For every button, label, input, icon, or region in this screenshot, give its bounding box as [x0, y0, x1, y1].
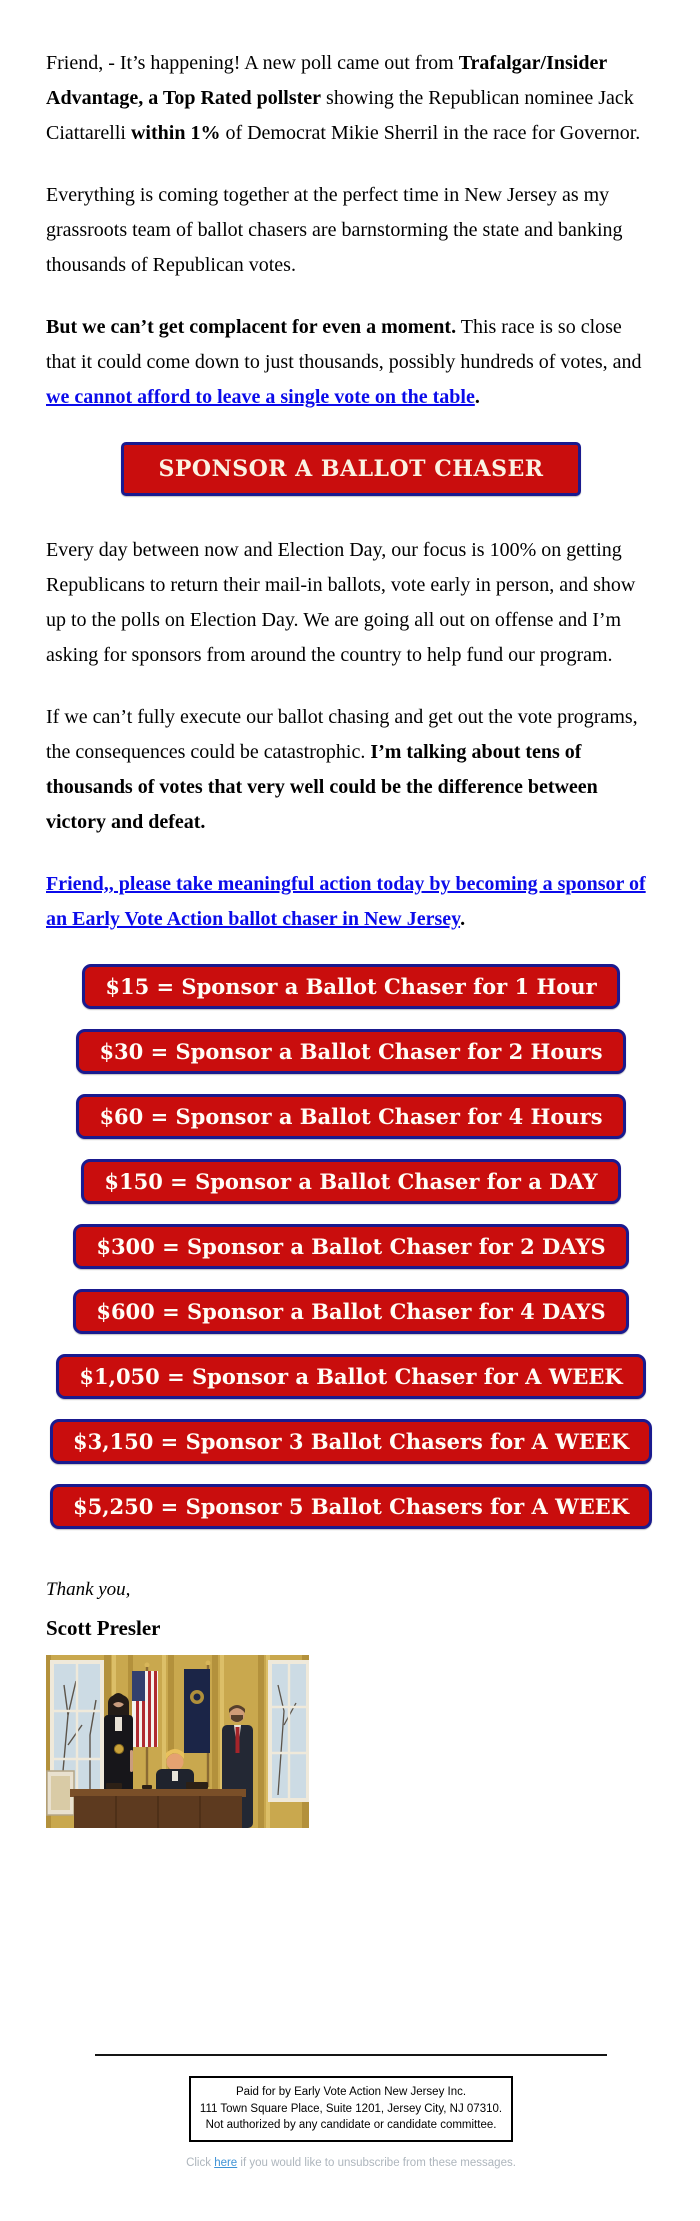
text: Friend, - It’s happening! A new poll came out from: [46, 52, 459, 74]
donation-button-1[interactable]: $15 = Sponsor a Ballot Chaser for 1 Hour: [82, 964, 619, 1009]
signature-closing: Thank you,: [46, 1579, 131, 1600]
bottom-spacer: [46, 1828, 656, 2054]
bold-text: .: [460, 908, 466, 930]
footer-divider: [95, 2054, 607, 2056]
donation-button-3[interactable]: $60 = Sponsor a Ballot Chaser for 4 Hours: [76, 1094, 625, 1139]
bold-text: I’m talking about tens of thousands of votes that very well could be the difference between victory and defeat.: [46, 741, 598, 833]
paragraph-complacent: [46, 310, 656, 415]
text: of Democrat Mikie Sherril in the race for Governor.: [220, 122, 641, 144]
paragraph-consequences: [46, 700, 656, 840]
disclaimer-line: Paid for by Early Vote Action New Jersey Inc.: [235, 2086, 467, 2098]
donation-button-5[interactable]: $300 = Sponsor a Ballot Chaser for 2 DAYS: [73, 1224, 628, 1269]
bold-text: .: [474, 386, 480, 408]
disclaimer-line: Not authorized by any candidate or candidate committee.: [205, 2119, 497, 2132]
text: Every day between now and Election Day, our focus is 100% on getting Republicans to return their mail-in ballots, vote early in person, and show up to the polls on Election Day. We are going all out on offense and I’m asking for sponsors from around the country to help fund our program.: [46, 539, 636, 666]
text: Everything is coming together at the perfect time in New Jersey as my grassroots team of ballot chasers are barnstorming the state and banking thousands of Republican votes.: [46, 184, 623, 276]
unsubscribe-text-pre: Click: [186, 2157, 215, 2170]
paid-for-disclaimer: [189, 2076, 513, 2142]
text: showing the Republican nominee Jack Ciattarelli: [46, 87, 634, 144]
signature-name: Scott Presler: [46, 1616, 161, 1640]
cta-container: [46, 442, 656, 496]
oval-office-photo-graphic: [46, 1655, 309, 1828]
unsubscribe-text-post: if you would like to unsubscribe from these messages.: [237, 2157, 516, 2170]
donation-button-8[interactable]: $3,150 = Sponsor 3 Ballot Chasers for A WEEK: [50, 1419, 652, 1464]
donation-button-9[interactable]: $5,250 = Sponsor 5 Ballot Chasers for A WEEK: [50, 1484, 652, 1529]
inline-link[interactable]: we cannot afford to leave a single vote on the table: [46, 386, 475, 408]
oval-office-photo: [46, 1655, 309, 1828]
inline-link[interactable]: Friend,, please take meaningful action today by becoming a sponsor of an Early Vote Action ballot chaser in New Jersey: [46, 873, 646, 930]
donation-button-2[interactable]: $30 = Sponsor a Ballot Chaser for 2 Hours: [76, 1029, 625, 1074]
sponsor-ballot-chaser-button[interactable]: SPONSOR A BALLOT CHASER: [121, 442, 580, 496]
paragraph-focus: [46, 533, 656, 673]
paragraph-grassroots: [46, 178, 656, 283]
text: This race is so close that it could come down to just thousands, possibly hundreds of votes, and: [46, 316, 642, 373]
donation-button-7[interactable]: $1,050 = Sponsor a Ballot Chaser for A WEEK: [56, 1354, 645, 1399]
paragraph-intro-poll: [46, 46, 656, 151]
text: If we can’t fully execute our ballot chasing and get out the vote programs, the consequences could be catastrophic.: [46, 706, 638, 763]
paragraph-action-link: [46, 867, 656, 937]
bold-text: But we can’t get complacent for even a moment.: [46, 316, 457, 338]
bold-text: Trafalgar/Insider Advantage, a Top Rated pollster: [46, 52, 607, 109]
donation-button-6[interactable]: $600 = Sponsor a Ballot Chaser for 4 DAYS: [73, 1289, 628, 1334]
donation-button-list: [46, 964, 656, 1529]
disclaimer-line: 111 Town Square Place, Suite 1201, Jersey City, NJ 07310.: [199, 2102, 503, 2115]
donation-button-4[interactable]: $150 = Sponsor a Ballot Chaser for a DAY: [81, 1159, 620, 1204]
unsubscribe-link[interactable]: here: [214, 2157, 238, 2170]
unsubscribe-line: [46, 2157, 656, 2221]
bold-text: within 1%: [130, 122, 221, 144]
